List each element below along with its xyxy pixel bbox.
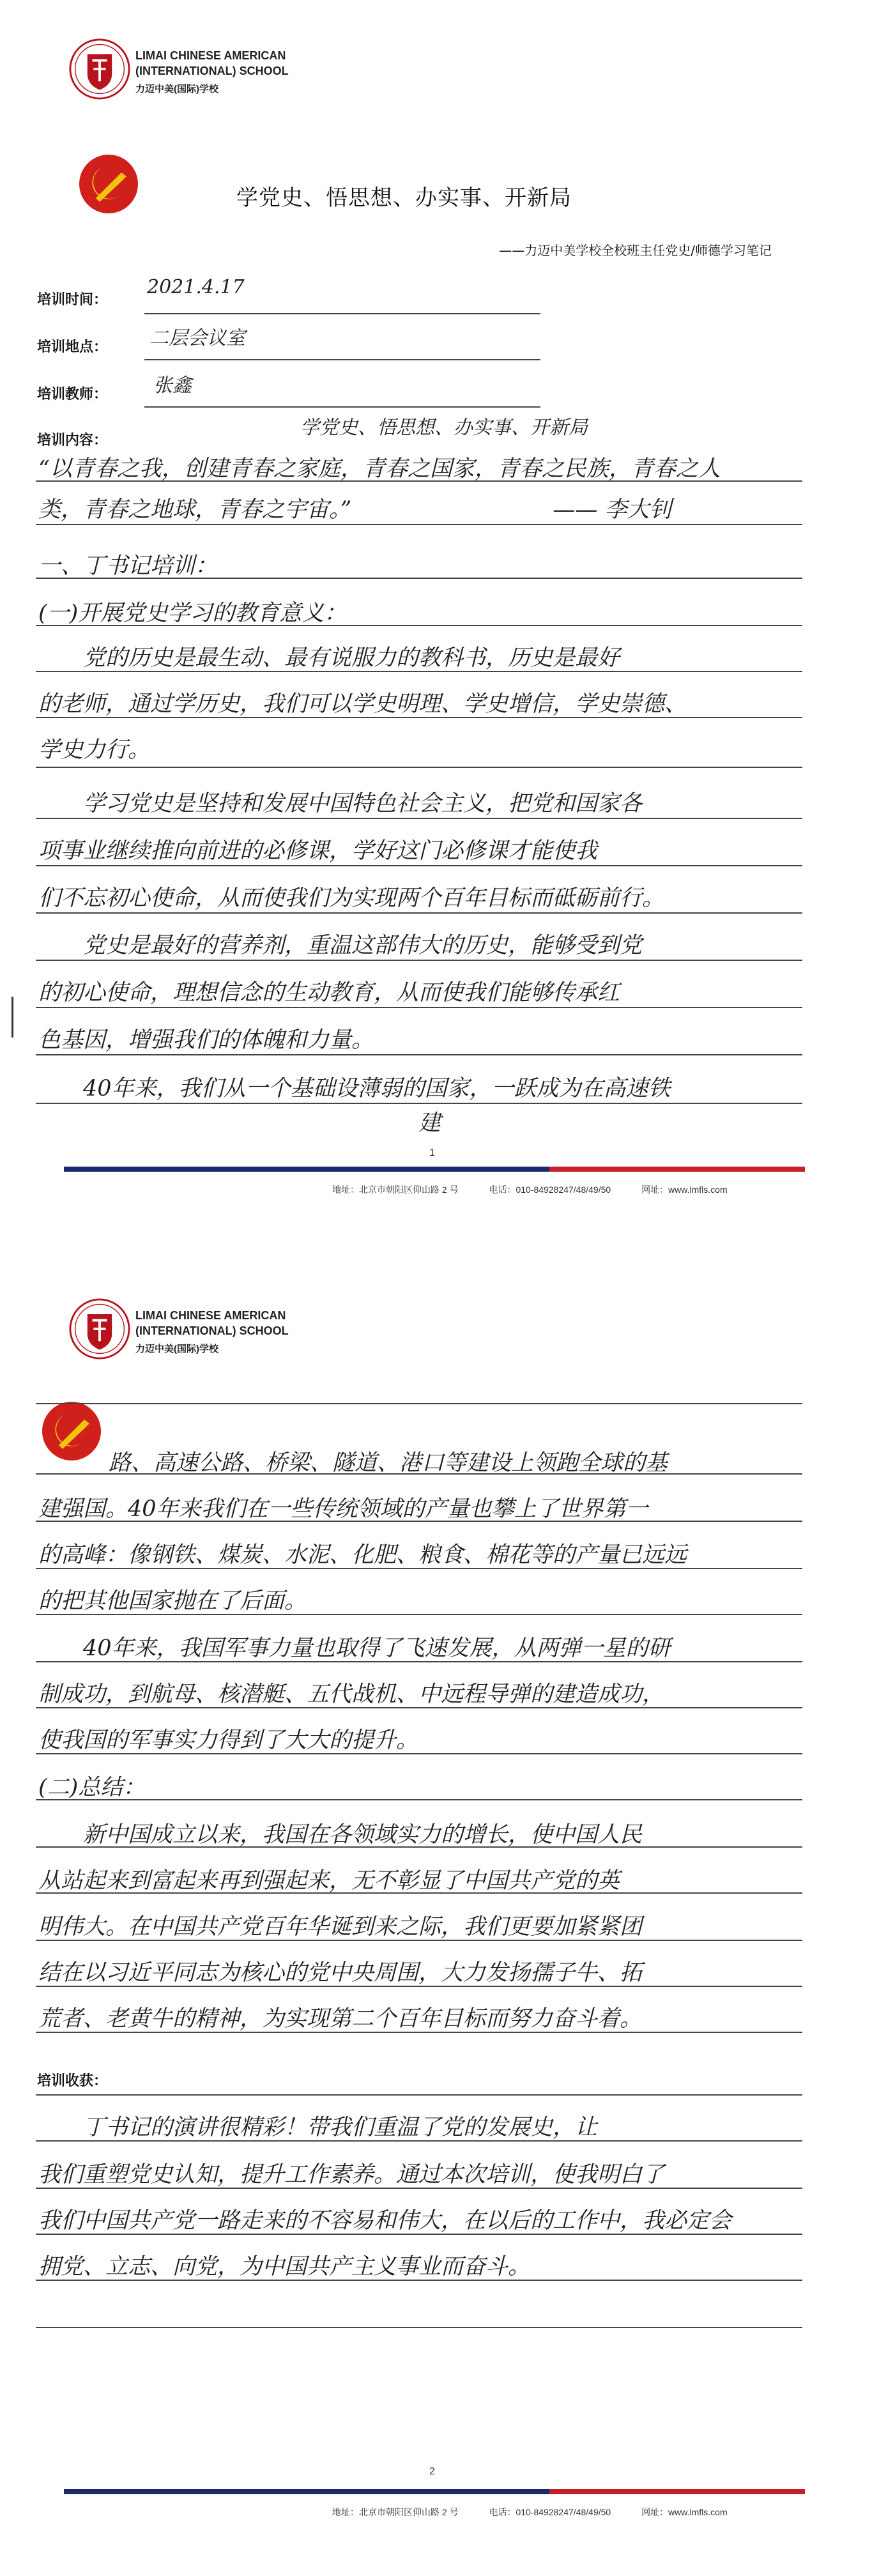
footer-address: 地址：北京市朝阳区仰山路 2 号 [332,1184,459,1195]
note-line: 从站起来到富起来再到强起来，无不彰显了中国共产党的英 [38,1868,620,1894]
note-line: 我们中国共产党一路走来的不容易和伟大，在以后的工作中，我必定会 [38,2208,732,2234]
training-teacher-value: 张鑫 [153,374,192,397]
ruled-line [36,2140,802,2142]
note-line: 荒者、老黄牛的精神，为实现第二个百年目标而努力奋斗着。 [38,2006,643,2032]
footer-info [332,2506,756,2518]
school-name-en-2: (INTERNATIONAL) SCHOOL [135,65,289,77]
school-name-cn: 力迈中美(国际)学校 [135,1344,218,1354]
ruled-line [36,1403,802,1404]
note-line: 新中国成立以来，我国在各领域实力的增长，使中国人民 [38,1822,643,1848]
footer-address: 地址：北京市朝阳区仰山路 2 号 [332,2507,459,2517]
underline [144,359,540,360]
note-line: 们不忘初心使命，从而使我们为实现两个百年目标而砥砺前行。 [38,885,665,911]
note-line: 丁书记的演讲很精彩！带我们重温了党的发展史，让 [38,2115,598,2140]
training-content-label: 培训内容： [37,433,108,448]
ruled-line [36,1661,802,1662]
underline [144,313,540,314]
note-line: 使我国的军事实力得到了大大的提升。 [38,1728,419,1753]
footer-website: 网址：www.lmfls.com [641,1184,728,1195]
note-line: 的老师，通过学历史，我们可以学史明理、学史增信，学史崇德、 [38,691,687,717]
ruled-line [36,1753,802,1754]
ruled-line [36,671,802,672]
ruled-line [36,1521,802,1522]
training-content-value: 学党史、悟思想、办实事、开新局 [300,417,588,439]
document-title: 学党史、悟思想、办实事、开新局 [236,185,572,211]
ruled-line [36,524,802,525]
school-logo-icon [69,1298,130,1360]
school-logo-icon [69,38,130,100]
page-gap [0,1252,879,1288]
ruled-line [36,912,802,914]
page-number: 1 [429,1147,435,1158]
ruled-line [36,2032,802,2033]
note-line: 一、丁书记培训： [38,553,218,579]
note-line: 建强国。40年来我们在一些传统领域的产量也攀上了世界第一 [38,1496,648,1522]
note-line: 学史力行。 [38,737,151,763]
school-name-en-2: (INTERNATIONAL) SCHOOL [135,1324,289,1337]
school-name-cn: 力迈中美(国际)学校 [135,84,218,95]
ruled-line [36,2234,802,2235]
ruled-line [36,1940,802,1941]
school-name-en-1: LIMAI CHINESE AMERICAN [135,49,286,62]
ruled-line [36,480,802,482]
ruled-line [36,1473,802,1475]
party-emblem-icon [77,152,141,216]
note-line: 40年来，我国军事力量也取得了飞速发展，从两弹一星的研 [38,1636,671,1661]
ruled-line [36,1846,802,1848]
note-line: (二)总结： [38,1775,146,1800]
note-line: 的高峰：像钢铁、煤炭、水泥、化肥、粮食、棉花等的产量已远远 [38,1542,687,1568]
note-line: (一)开展党史学习的教育意义： [38,601,347,626]
footer-bar [64,1167,805,1172]
ruled-line [36,578,802,579]
footer-info [332,1183,756,1196]
footer-phone: 电话：010-84928247/48/49/50 [489,1184,611,1195]
training-place-value: 二层会议室 [149,327,245,349]
footer-bar [64,2489,805,2494]
note-line: “以青春之我，创建青春之家庭，青春之国家，青春之民族，青春之人 [38,456,721,482]
ruled-line [36,625,802,626]
ruled-line [36,1007,802,1008]
school-name-en-1: LIMAI CHINESE AMERICAN [135,1309,286,1322]
ruled-line [36,2094,802,2096]
note-line: 的把其他国家抛在了后面。 [38,1588,307,1614]
ruled-line [36,1986,802,1987]
ruled-line [36,2280,802,2281]
ruled-line [36,767,802,768]
ruled-line [36,818,802,819]
note-line: 结在以习近平同志为核心的党中央周围，大力发扬孺子牛、拓 [38,1960,643,1986]
ruled-line [36,1568,802,1569]
ruled-line [36,2327,802,2328]
ruled-line [36,717,802,718]
training-place-label: 培训地点： [37,339,108,355]
training-harvest-label: 培训收获： [37,2073,108,2089]
document-subtitle: ——力迈中美学校全校班主任党史/师德学习笔记 [499,243,772,258]
ruled-line [36,1707,802,1708]
underline [144,406,540,408]
note-line: 明伟大。在中国共产党百年华诞到来之际，我们更要加紧紧团 [38,1914,643,1940]
training-teacher-label: 培训教师： [37,387,108,402]
note-line: 建 [38,1110,441,1136]
note-line: 路、高速公路、桥梁、隧道、港口等建设上领跑全球的基 [64,1450,668,1476]
footer-phone: 电话：010-84928247/48/49/50 [489,2507,611,2517]
note-line: 类，青春之地球，青春之宇宙。” —— 李大钊 [38,497,672,523]
note-line: 拥党、立志、向党，为中国共产主义事业而奋斗。 [38,2254,531,2280]
page-1 [0,0,879,1252]
page-2 [0,1288,879,2576]
note-line: 项事业继续推向前进的必修课，学好这门必修课才能使我 [38,838,598,864]
note-line: 制成功，到航母、核潜艇、五代战机、中远程导弹的建造成功， [38,1682,665,1707]
ruled-line [36,1103,802,1104]
ruled-line [36,1892,802,1894]
page-number: 2 [429,2466,435,2477]
training-time-label: 培训时间： [37,292,108,308]
note-line: 40年来，我们从一个基础设薄弱的国家，一跃成为在高速铁 [38,1076,671,1101]
ruled-line [36,2188,802,2189]
note-line: 学习党史是坚持和发展中国特色社会主义，把党和国家各 [38,791,643,816]
note-line: 色基因，增强我们的体魄和力量。 [38,1027,374,1053]
margin-mark [11,997,13,1038]
ruled-line [36,1614,802,1615]
note-line: 党的历史是最生动、最有说服力的教科书，历史是最好 [38,645,620,671]
training-time-value: 2021.4.17 [147,276,245,298]
ruled-line [36,1054,802,1055]
ruled-line [36,1799,802,1800]
note-line: 的初心使命，理想信念的生动教育，从而使我们能够传承红 [38,980,620,1006]
ruled-line [36,865,802,866]
note-line: 我们重塑党史认知，提升工作素养。通过本次培训，使我明白了 [38,2162,665,2188]
footer-website: 网址：www.lmfls.com [641,2507,728,2517]
note-line: 党史是最好的营养剂，重温这部伟大的历史，能够受到党 [38,933,643,958]
ruled-line [36,960,802,961]
